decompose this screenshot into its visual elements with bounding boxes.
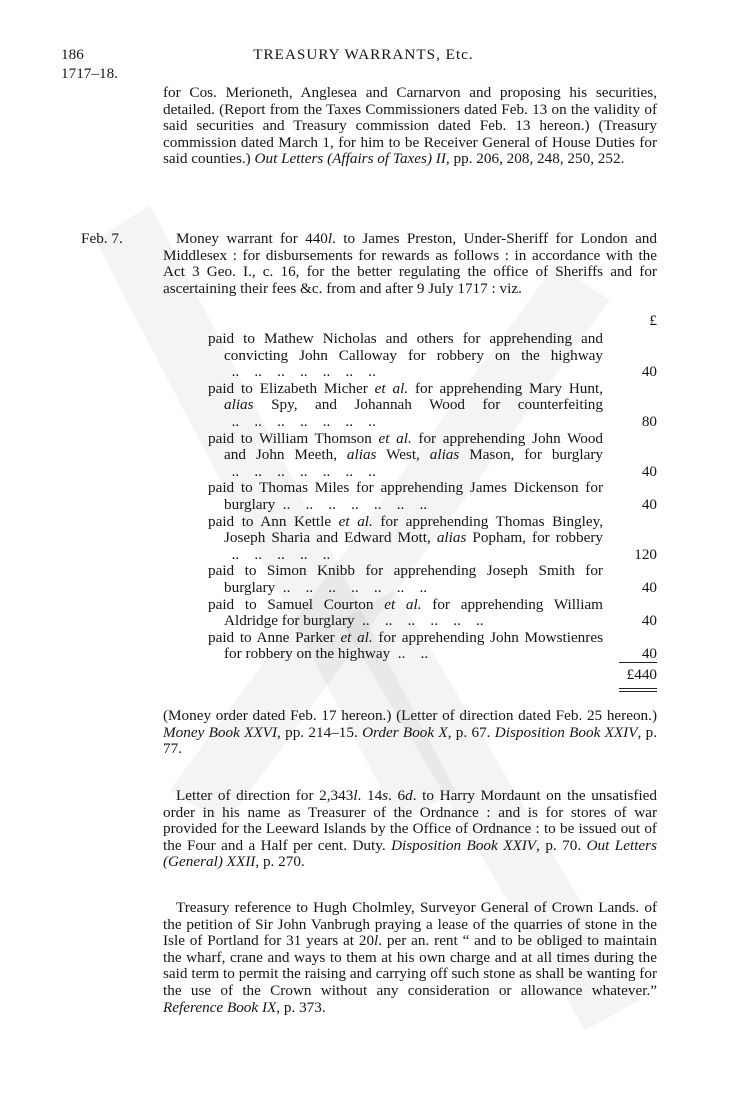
item-text: paid to Mathew Nicholas and others for apprehending and convicting John Calloway for robbery on the highway [208, 330, 603, 364]
disbursement-list [208, 313, 657, 663]
dot-leaders: .. .. .. .. .. .. .. [224, 363, 376, 381]
source-reference: Out Letters (Affairs of Taxes) II [254, 150, 446, 168]
entry-text: . 14 [357, 787, 383, 804]
item-amount: 40 [641, 645, 657, 663]
entry-text: (Money order dated Feb. 17 hereon.) (Letter of direction dated Feb. 25 hereon.) [163, 707, 657, 724]
treasury-reference-entry [163, 900, 657, 1016]
dot-leaders: .. .. .. .. .. .. [354, 612, 484, 630]
list-item [208, 597, 657, 630]
page-header [61, 47, 666, 67]
latin-term: et al. [338, 512, 373, 530]
latin-term: et al. [378, 429, 412, 447]
entry-text: , p. 67. [447, 723, 495, 741]
latin-term: et al. [340, 628, 373, 646]
latin-term: et al. [384, 595, 422, 613]
page-number: 186 [61, 46, 84, 63]
entry-text: , p. 70. [536, 836, 587, 854]
item-text: West, [376, 446, 430, 464]
latin-term: alias [436, 529, 467, 547]
item-text: paid to William Thomson [208, 429, 379, 447]
running-title: TREASURY WARRANTS, Etc. [253, 46, 474, 63]
item-amount: 40 [641, 462, 657, 480]
list-item [208, 431, 657, 481]
entry-text: . to James Preston, Under-Sheriff for London and Middlesex : for disbursements for rewards as follows : in accordance with the Act 3 Geo. I., c. 16, for the better regulating the office of Sheriffs and for ascertaining their fees &c. from and after 9 July 1717 : viz. [163, 230, 657, 297]
entry-text: Letter of direction for 2,343 [176, 787, 354, 804]
money-warrant-entry [163, 231, 657, 297]
item-amount: 40 [641, 612, 657, 630]
entry-text: . per an. rent “ and to be obliged to maintain the wharf, crane and ways to them at his own charge and at all times during the said term to permit the raising and carrying off such stone as shall be wanting for the use of the Crown without any consideration or allowance whatever.” [163, 932, 657, 999]
continued-entry [163, 85, 657, 168]
item-text: Mason, for burglary [459, 446, 603, 464]
entry-text: , p. 373. [276, 998, 326, 1016]
letter-of-direction-entry [163, 788, 657, 871]
year-marker: 1717–18. [61, 65, 118, 82]
entry-text: for Cos. Merioneth, Anglesea and Carnarvon and proposing his securities, detailed. (Report from the Taxes Commissioners dated Feb. 13 on the validity of said securities and Treasury commission dated Feb. 13 hereon.) (Treasury commission dated March 1, for him to be Receiver General of House Duties for said counties.) [163, 84, 657, 168]
item-text: Popham, for robbery [466, 529, 603, 547]
currency-abbrev: s [382, 787, 389, 804]
item-text: paid to Anne Parker [208, 628, 341, 646]
entry-text: , pp. 214–15. [277, 723, 363, 741]
item-amount: 40 [641, 363, 657, 381]
item-text: for apprehending William Aldridge for burglary [224, 595, 603, 630]
latin-term: alias [346, 446, 377, 464]
item-amount: 120 [634, 545, 657, 563]
source-reference: Disposition Book XXIV [494, 723, 638, 741]
list-item [208, 381, 657, 431]
item-text: for apprehending Thomas Bingley, Joseph Sharia and Edward Mott, [224, 512, 604, 547]
source-reference: Order Book X [362, 723, 448, 741]
source-reference: Reference Book IX [163, 998, 277, 1016]
item-text: paid to Ann Kettle [208, 512, 339, 530]
currency-abbrev: d [405, 787, 413, 804]
currency-abbrev: l [327, 230, 333, 247]
dot-leaders: .. .. .. .. .. .. .. [275, 495, 428, 513]
item-amount: 40 [641, 578, 657, 596]
currency-abbrev: l [374, 932, 379, 950]
source-reference: Money Book XXVI [163, 723, 278, 741]
total-block [619, 658, 657, 692]
entry-text: Money warrant for 440 [176, 230, 328, 247]
item-text: paid to Samuel Courton [208, 595, 385, 613]
entry-text: . 6 [388, 787, 406, 804]
currency-header: £ [649, 312, 657, 329]
entry-text: , p. 270. [255, 853, 305, 871]
entry-text: . to Harry Mordaunt on the unsatisfied order in his name as Treasurer of the Ordnance : and is for stores of war provided for the Leeward Islands by the Office of Ordnance : to be issued out of the Four and a Half per cent. Duty. [163, 787, 657, 854]
dot-leaders: .. .. .. .. .. .. .. [224, 462, 376, 480]
list-item [208, 514, 657, 564]
dot-leaders: .. .. .. .. .. [224, 545, 331, 563]
item-text: for apprehending John Mowstienres for robbery on the highway [224, 628, 603, 663]
currency-abbrev: l [353, 787, 358, 804]
entry-text: , p. 77. [163, 723, 658, 758]
list-item [208, 331, 657, 381]
total-amount: £440 [626, 666, 657, 683]
dot-leaders: .. .. .. .. .. .. .. [275, 578, 428, 596]
entry-text: , pp. 206, 208, 248, 250, 252. [445, 150, 625, 168]
latin-term: alias [224, 396, 254, 414]
item-text: for apprehending John Wood and John Meeth, [224, 429, 604, 464]
item-amount: 40 [641, 495, 657, 513]
list-item [208, 630, 657, 663]
item-text: paid to Elizabeth Micher [208, 379, 375, 397]
source-reference: Disposition Book XXIV [391, 836, 537, 854]
list-item [208, 480, 657, 513]
latin-term: et al. [374, 379, 409, 397]
item-amount: 80 [641, 412, 657, 430]
item-text: paid to Simon Knibb for apprehending Joseph Smith for burglary [208, 562, 603, 596]
dot-leaders: .. .. [390, 645, 429, 663]
dot-leaders: .. .. .. .. .. .. .. [224, 412, 376, 430]
list-item [208, 563, 657, 596]
item-text: Spy, and Johannah Wood for counterfeiting [253, 396, 603, 414]
latin-term: alias [429, 446, 460, 464]
item-text: paid to Thomas Miles for apprehending James Dickenson for burglary [208, 479, 603, 513]
double-rule [619, 688, 657, 692]
entry-date: Feb. 7. [81, 230, 123, 247]
money-warrant-references [163, 708, 657, 758]
item-text: for apprehending Mary Hunt, [408, 379, 603, 397]
entry-text: Treasury reference to Hugh Cholmley, Surveyor General of Crown Lands. of the petition of Sir John Vanbrugh praying a lease of the quarries of stone in the Isle of Portland for 31 years at 20 [163, 899, 657, 950]
source-reference: Out Letters (General) XXII [163, 836, 657, 871]
